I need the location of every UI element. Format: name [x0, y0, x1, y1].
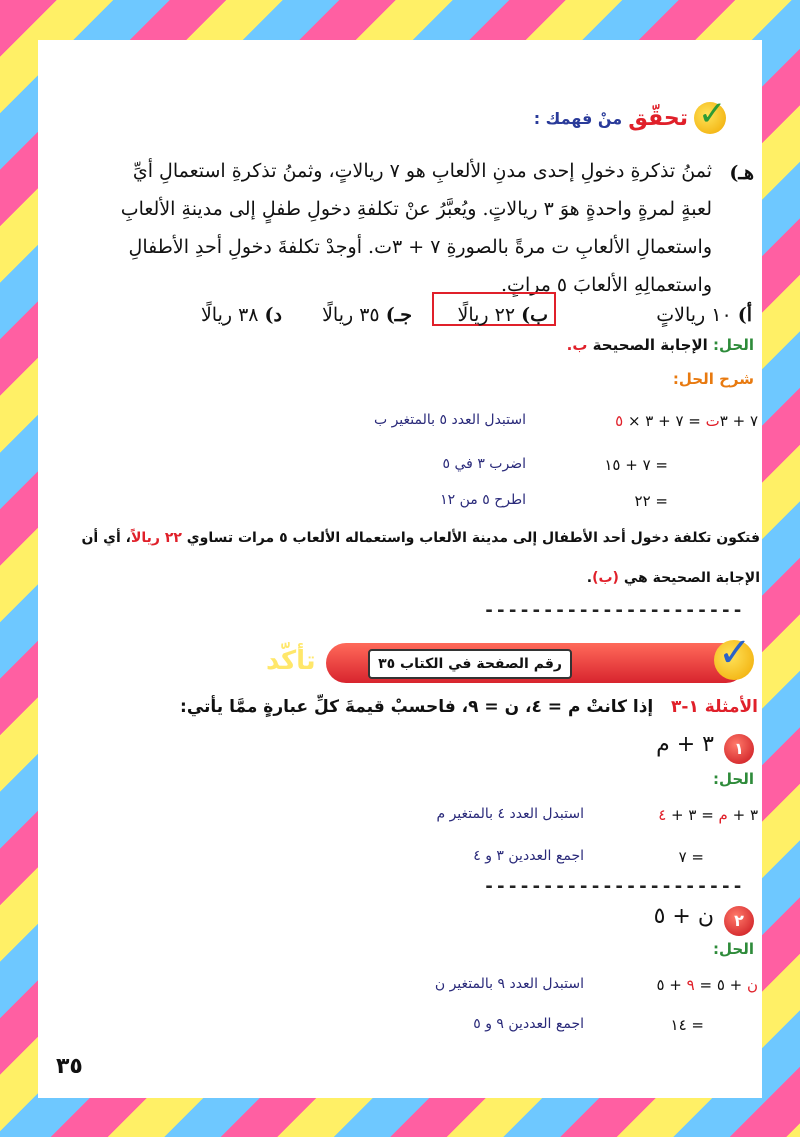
example-2-step-1-expression — [656, 976, 758, 994]
step-1-num: ٥ — [615, 412, 624, 430]
conclusion-line-1 — [81, 530, 760, 546]
choice-a-text: ١٠ ريالاتٍ — [656, 304, 732, 326]
problem-line-4: واستعمالِهِ الألعابَ ٥ مراتٍ. — [501, 274, 712, 296]
solution-step-3-note: اطرح ٥ من ١٢ — [440, 492, 526, 508]
heading-title: تحقّق — [628, 105, 688, 131]
solution-step-1-expression — [615, 412, 758, 430]
solution-step-3-expression: = ٢٢ — [634, 492, 668, 510]
ex1-step1-var: م — [718, 806, 728, 824]
ex1-step1-num: ٤ — [658, 806, 667, 824]
example-1-expression: ٣ + م — [656, 732, 714, 757]
choice-c — [322, 296, 412, 334]
choice-d-letter: د) — [264, 304, 282, 326]
divider-2: ---------------------- — [483, 876, 744, 897]
page-sheet — [38, 40, 762, 1098]
choice-d-text: ٣٨ ريالًا — [200, 304, 259, 326]
check-understanding-heading — [534, 102, 726, 134]
heading-subtitle: منْ فهمك : — [533, 108, 623, 128]
choice-b-letter: ب) — [521, 304, 548, 326]
ex2-step1-var: ن — [746, 976, 758, 994]
problem-label: هـ) — [729, 162, 754, 184]
choice-a-letter: أ) — [737, 304, 752, 326]
example-1-step-1-expression — [658, 806, 758, 824]
examples-heading-label: الأمثلة ١-٣ — [671, 697, 758, 717]
conclusion-2-text: الإجابة الصحيحة هي — [623, 570, 760, 586]
choice-b-text: ٢٢ ريالًا — [457, 304, 516, 326]
example-1-step-1-note: استبدل العدد ٤ بالمتغير م — [436, 806, 584, 822]
conclusion-2-tail: . — [586, 570, 593, 586]
example-2-solution-label: الحل: — [713, 940, 754, 958]
ex1-step1-left: ٣ + — [727, 806, 758, 824]
banner-word: تأكّد — [266, 646, 316, 676]
example-1-step-2-expression: = ٧ — [678, 848, 704, 866]
page-number: ٣٥ — [56, 1054, 83, 1079]
solution-step-1-note: استبدل العدد ٥ بالمتغير ب — [373, 412, 526, 428]
divider-1: ---------------------- — [483, 600, 744, 621]
example-2-step-2-expression: = ١٤ — [670, 1016, 704, 1034]
ex2-step1-mid2: + ٥ — [656, 976, 687, 994]
conclusion-line-2 — [587, 570, 760, 586]
checkmark-icon — [694, 102, 726, 134]
conclusion-2-letter: (ب) — [592, 570, 619, 586]
problem-line-2: لعبةٍ لمرةٍ واحدةٍ هوَ ٣ ريالاتٍ. ويُعبَّرُ عنْ تكلفةِ دخولِ طفلٍ إلى مدينةِ الألعابِ — [120, 198, 712, 220]
example-1-step-2-note: اجمع العددين ٣ و ٤ — [473, 848, 584, 864]
solution-step-2-expression: = ٧ + ١٥ — [604, 456, 668, 474]
conclusion-1-tail: ، أي أن — [81, 530, 131, 546]
banner-check-icon — [714, 640, 754, 680]
ex2-step1-num: ٩ — [686, 976, 695, 994]
problem-line-3: واستعمالِ الألعابِ ت مرةً بالصورةِ ٧ + ٣ت. أوجدْ تكلفةَ دخولِ أحدِ الأطفالِ — [128, 236, 712, 258]
example-2-step-2-note: اجمع العددين ٩ و ٥ — [473, 1016, 584, 1032]
ex1-step1-mid: = ٣ + — [666, 806, 719, 824]
solution-step-2-note: اضرب ٣ في ٥ — [442, 456, 526, 472]
step-1-expr-mid: = ٧ + ٣ × — [623, 412, 701, 430]
solution-label: الحل: — [713, 336, 754, 354]
choice-d — [201, 296, 282, 334]
step-1-expr-prefix: ٧ + ٣ — [719, 412, 758, 430]
choice-a — [656, 296, 752, 334]
solution-answer — [567, 336, 754, 354]
example-2-step-1-note: استبدل العدد ٩ بالمتغير ن — [434, 976, 584, 992]
banner-page-label: رقم الصفحة في الكتاب ٣٥ — [368, 649, 572, 679]
examples-heading — [180, 697, 758, 717]
example-2-expression: ن + ٥ — [653, 904, 714, 929]
conclusion-1-amount: ٢٢ ريالاً — [130, 530, 182, 546]
example-1-badge: ١ — [724, 734, 754, 764]
explanation-label: شرح الحل: — [672, 370, 754, 388]
choice-c-text: ٣٥ ريالًا — [322, 304, 380, 326]
example-1-solution-label: الحل: — [713, 770, 754, 788]
step-1-var: ت — [705, 412, 720, 430]
choice-c-letter: جـ) — [385, 304, 412, 326]
solution-answer-letter: ب. — [566, 336, 588, 354]
choice-b — [458, 296, 549, 334]
problem-line-1: ثمنُ تذكرةِ دخولِ إحدى مدنِ الألعابِ هو ٧ ريالاتٍ، وثمنُ تذكرةِ استعمالِ أيِّ — [132, 160, 712, 182]
ex2-step1-mid1: + ٥ = — [694, 976, 747, 994]
example-2-badge: ٢ — [724, 906, 754, 936]
solution-answer-text: الإجابة الصحيحة — [592, 336, 708, 354]
conclusion-1-text: فتكون تكلفة دخول أحد الأطفال إلى مدينة الألعاب واستعماله الألعاب ٥ مرات تساوي — [186, 530, 760, 546]
examples-heading-text: إذا كانتْ م = ٤، ن = ٩، فاحسبْ قيمةَ كلِّ عبارةٍ ممَّا يأتي: — [180, 697, 654, 717]
